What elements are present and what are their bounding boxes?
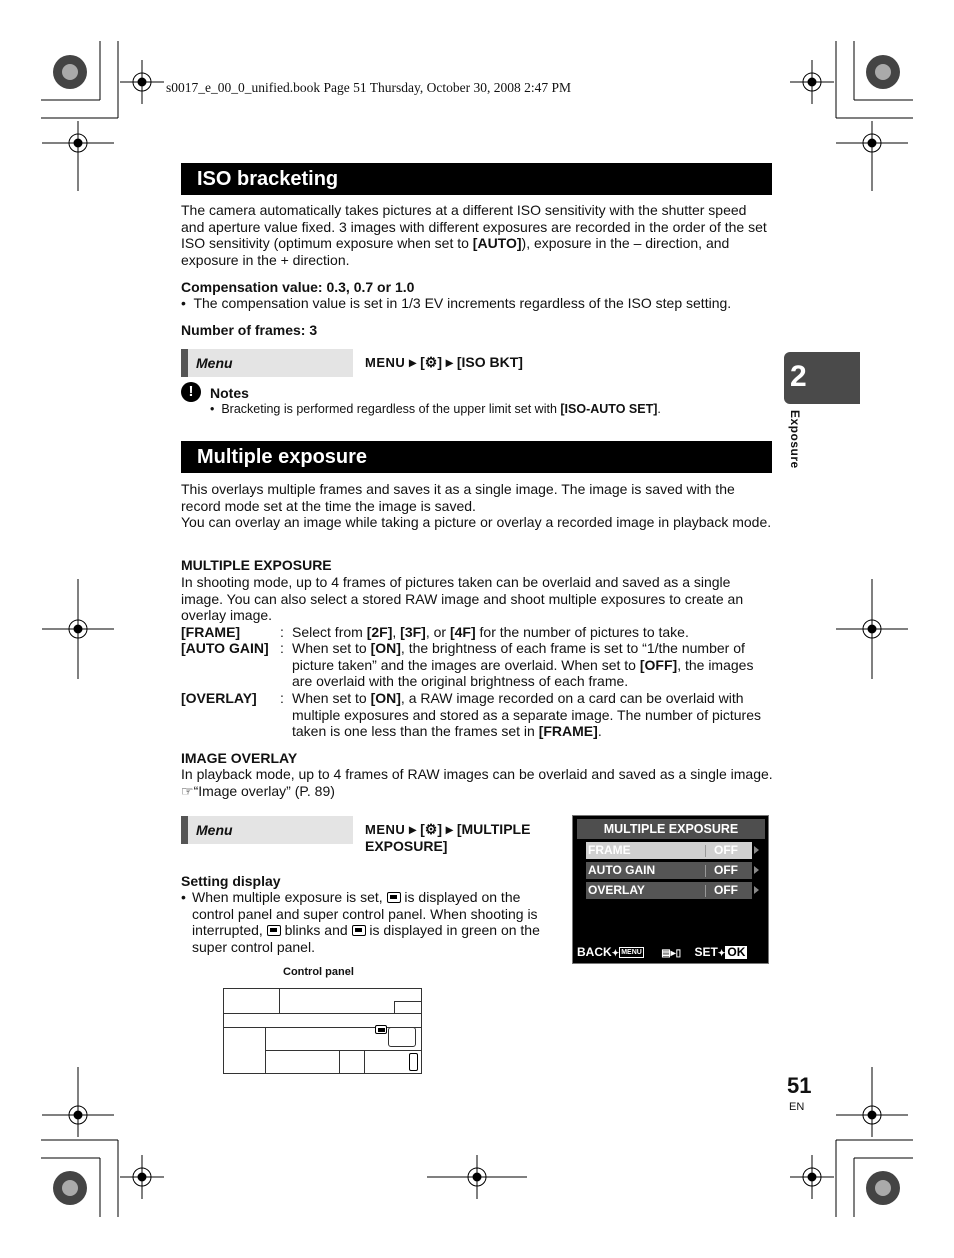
image-overlay-heading: IMAGE OVERLAY <box>181 750 298 766</box>
navigation-icon: ▤▸▯ <box>661 948 682 959</box>
menu-label-box-multi: Menu <box>181 816 353 844</box>
control-panel-caption: Control panel <box>283 966 354 978</box>
multi-exposure-icon <box>267 925 281 936</box>
setting-display-bullet: • When multiple exposure is set, is displayed on the control panel and super control panel. When shooting is interrupted, blinks and is displayed in green on the super control panel. <box>181 889 540 955</box>
menu-label-box: Menu <box>181 349 353 377</box>
back-arrow-icon: ✦ <box>611 948 620 958</box>
page-number: 51 <box>787 1073 812 1098</box>
def-frame: [FRAME] : Select from [2F], [3F], or [4F] for the number of pictures to take. <box>181 624 689 640</box>
multi-exposure-green-icon <box>352 925 366 936</box>
compensation-bullet: • The compensation value is set in 1/3 EV increments regardless of the ISO step setting. <box>181 295 732 311</box>
set-arrow-icon: ✦ <box>717 948 726 958</box>
arrow-right-icon <box>754 886 759 894</box>
section-title-iso: ISO bracketing <box>181 163 772 195</box>
multi-intro-1: This overlays multiple frames and saves it as a single image. The image is saved with the record mode set at the time the image is saved. <box>181 481 735 514</box>
section-title-multi: Multiple exposure <box>181 441 772 473</box>
notes-warning-icon: ! <box>181 382 201 402</box>
def-overlay: [OVERLAY] : When set to [ON], a RAW image recorded on a card can be overlaid with multiple exposures and stored as a separate image. The number of pictures taken is one less than the frames set in [FRAME]. <box>181 690 761 740</box>
menu-path-multi: MENU ▸ [⚙] ▸ [MULTIPLE EXPOSURE] <box>365 821 531 854</box>
reference-icon: ☞ <box>181 782 194 799</box>
control-panel-diagram <box>223 988 422 1074</box>
multiple-exposure-text: In shooting mode, up to 4 frames of pictures taken can be overlaid and saved as a single image. You can also select a stored RAW image and shoot multiple exposures to create an overlay image. <box>181 574 744 624</box>
page-language: EN <box>789 1101 805 1113</box>
arrow-right-icon: ▸ <box>409 354 417 370</box>
arrow-right-icon <box>754 846 759 854</box>
multiple-exposure-heading: MULTIPLE EXPOSURE <box>181 557 332 573</box>
multi-intro-2: You can overlay an image while taking a picture or overlay a recorded image in playback mode. <box>181 514 772 530</box>
notes-title: Notes <box>210 385 249 401</box>
multi-exposure-icon <box>375 1025 387 1034</box>
compensation-label: Compensation value: 0.3, 0.7 or 1.0 <box>181 279 415 295</box>
camera-menu-2-icon: ⚙ <box>424 354 438 370</box>
chapter-tab <box>784 352 860 404</box>
chapter-number: 2 <box>790 360 807 393</box>
frames-label: Number of frames: 3 <box>181 322 318 338</box>
setting-display-heading: Setting display <box>181 873 281 889</box>
chapter-label: Exposure <box>788 410 802 469</box>
screen-footer: BACK✦ MENU ▤▸▯ SET✦ OK <box>577 945 746 959</box>
camera-menu-2-icon: ⚙ <box>424 821 438 837</box>
screen-row-auto-gain[interactable]: AUTO GAIN OFF <box>586 862 752 879</box>
screen-row-frame[interactable]: FRAME OFF <box>586 842 752 859</box>
image-overlay-text: In playback mode, up to 4 frames of RAW images can be overlaid and saved as a single image. ☞“Image overlay” (P. 89) <box>181 766 773 799</box>
arrow-right-icon <box>754 866 759 874</box>
book-info: s0017_e_00_0_unified.book Page 51 Thursday, October 30, 2008 2:47 PM <box>166 80 571 95</box>
def-auto-gain: [AUTO GAIN] : When set to [ON], the brightness of each frame is set to “1/the number of picture taken” and the images are overlaid. When set to [OFF], the images are overlaid with the original brightness of each frame. <box>181 640 754 690</box>
arrow-right-icon: ▸ <box>445 354 453 370</box>
screen-row-overlay[interactable]: OVERLAY OFF <box>586 882 752 899</box>
camera-menu-screen <box>572 815 769 964</box>
arrow-right-icon: ▸ <box>445 821 453 837</box>
iso-intro: The camera automatically takes pictures at a different ISO sensitivity with the shutter speed and aperture value fixed. 3 images with different exposures are recorded in the order of the set ISO sensitivity (optimum exposure when set to [AUTO]), exposure in the – direction, and exposure in the + direction. <box>181 202 767 268</box>
menu-path-iso: MENU ▸ [⚙] ▸ [ISO BKT] <box>365 354 523 370</box>
multi-exposure-icon <box>387 892 401 903</box>
screen-title: MULTIPLE EXPOSURE <box>577 819 765 839</box>
note-text: • Bracketing is performed regardless of the upper limit set with [ISO-AUTO SET]. <box>210 402 661 416</box>
arrow-right-icon: ▸ <box>409 821 417 837</box>
battery-icon <box>409 1053 418 1071</box>
